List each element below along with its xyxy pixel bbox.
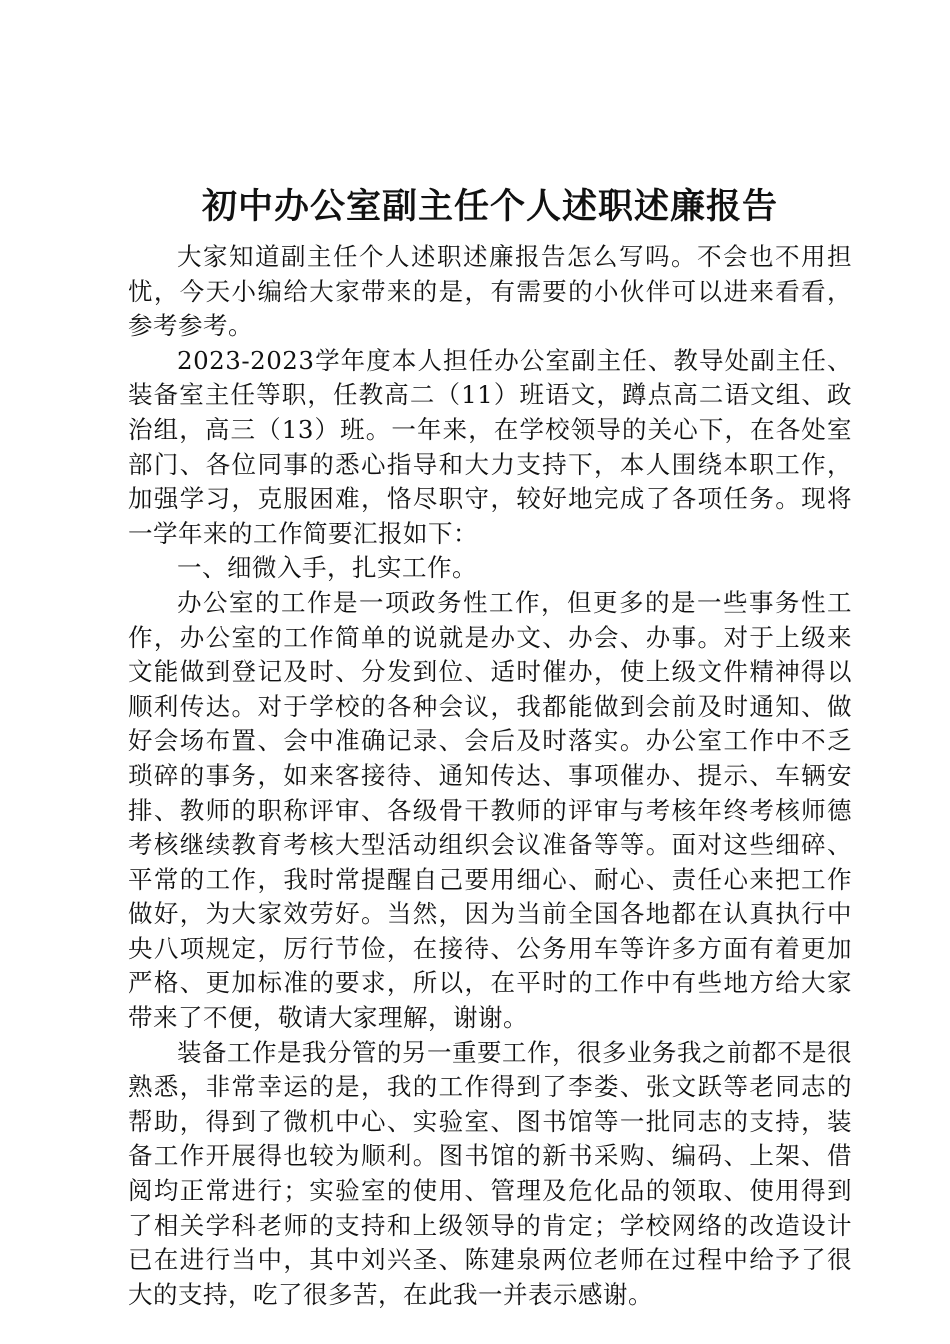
paragraph-office-work: 办公室的工作是一项政务性工作，但更多的是一些事务性工作，办公室的工作简单的说就是办文、办会、办事。对于上级来文能做到登记及时、分发到位、适时催办，使上级文件精神得以顺利传达。对于学校的各种会议，我都能做到会前及时通知、做好会场布置、会中准确记录、会后及时落实。办公室工作中不乏琐碎的事务，如来客接待、通知传达、事项催办、提示、车辆安排、教师的职称评审、各级骨干教师的评审与考核年终考核师德考核继续教育考核大型活动组织会议准备等等。面对这些细碎、平常的工作，我时常提醒自己要用细心、耐心、责任心来把工作做好，为大家效劳好。当然，因为当前全国各地都在认真执行中央八项规定，厉行节俭，在接待、公务用车等许多方面有着更加严格、更加标准的要求，所以，在平时的工作中有些地方给大家带来了不便，敬请大家理解，谢谢。 xyxy=(128,587,852,1033)
paragraph-intro: 大家知道副主任个人述职述廉报告怎么写吗。不会也不用担忧，今天小编给大家带来的是，有需要的小伙伴可以进来看看，参考参考。 xyxy=(128,242,852,341)
paragraph-equipment-work: 装备工作是我分管的另一重要工作，很多业务我之前都不是很熟悉，非常幸运的是，我的工作得到了李娄、张文跃等老同志的帮助，得到了微机中心、实验室、图书馆等一批同志的支持，装备工作开展得也较为顺利。图书馆的新书采购、编码、上架、借阅均正常进行；实验室的使用、管理及危化品的领取、使用得到了相关学科老师的支持和上级领导的肯定；学校网络的改造设计已在进行当中，其中刘兴圣、陈建泉两位老师在过程中给予了很大的支持，吃了很多苦，在此我一并表示感谢。 xyxy=(128,1037,852,1309)
paragraph-overview: 2023-2023学年度本人担任办公室副主任、教导处副主任、装备室主任等职，任教高二（11）班语文，蹲点高二语文组、政治组，高三（13）班。一年来，在学校领导的关心下，在各处室部门、各位同事的悉心指导和大力支持下，本人围绕本职工作，加强学习，克服困难，恪尽职守，较好地完成了各项任务。现将一学年来的工作简要汇报如下： xyxy=(128,345,852,548)
document-title: 初中办公室副主任个人述职述廉报告 xyxy=(201,186,778,227)
section-heading-1: 一、细微入手，扎实工作。 xyxy=(177,553,477,583)
document-page xyxy=(128,178,852,1312)
